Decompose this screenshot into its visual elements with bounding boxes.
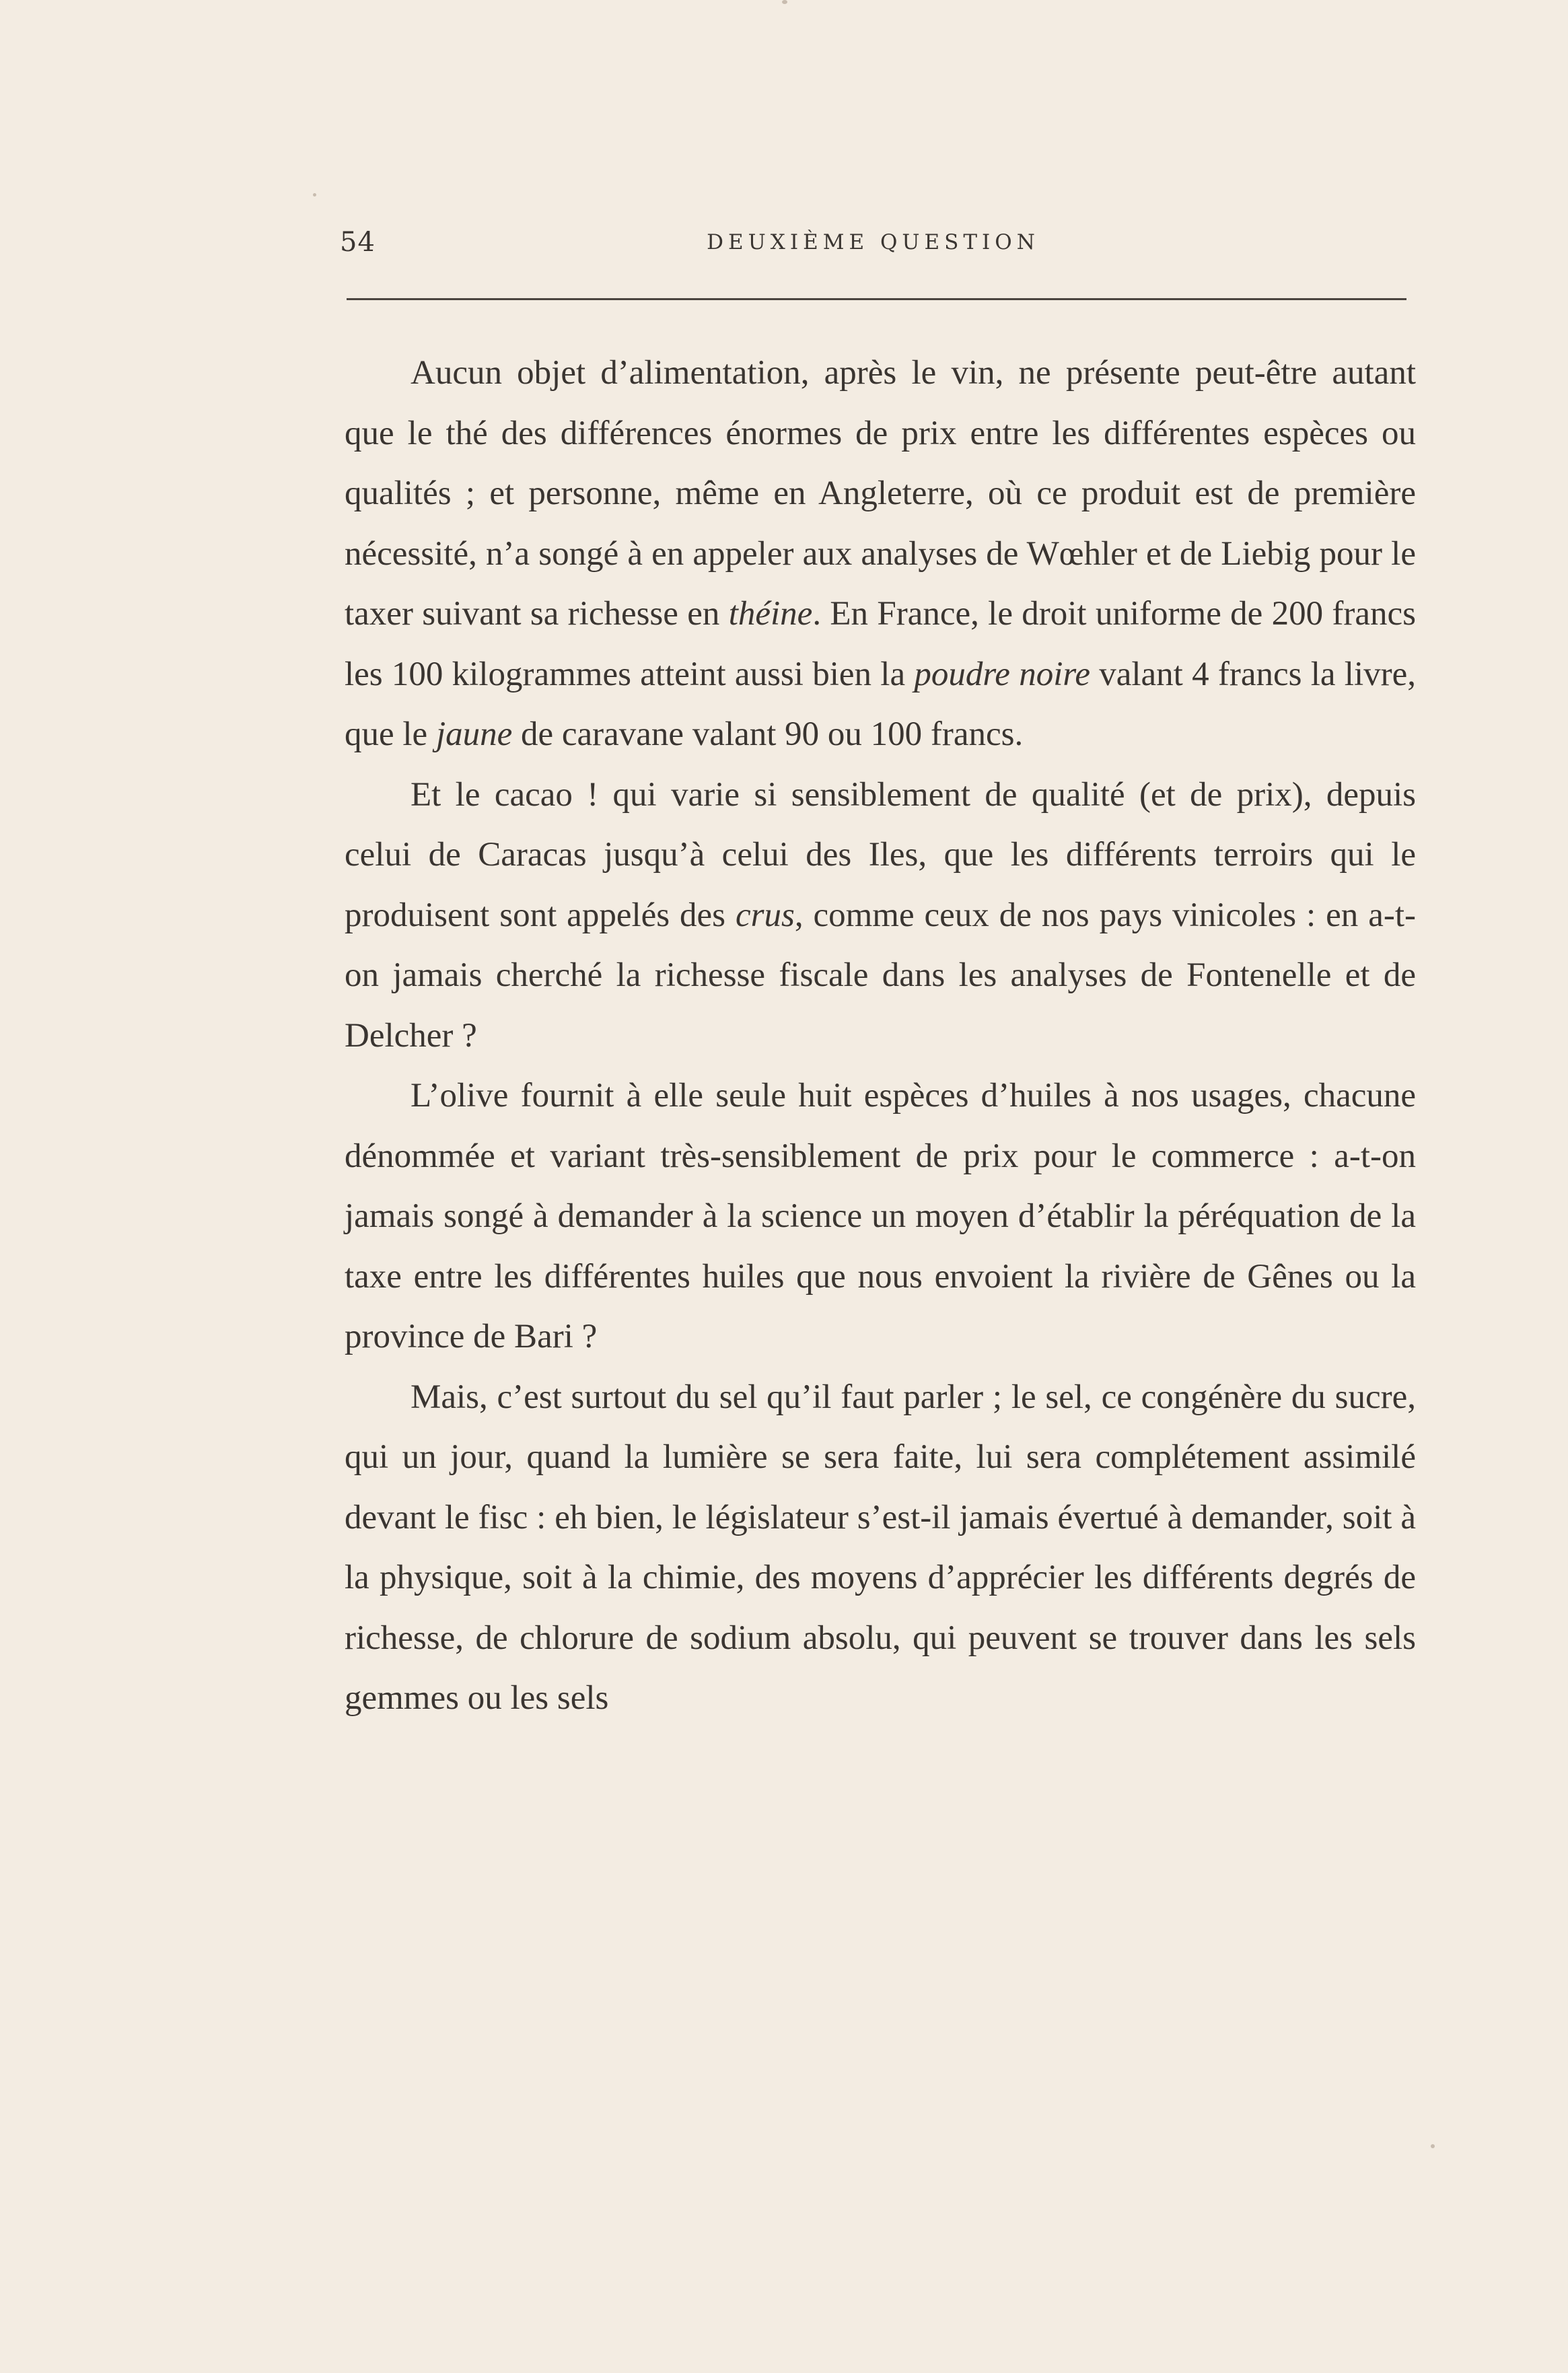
text-run: Et le cacao ! qui varie si sensiblement de qualité (et de prix), depuis celui de Caracas jusqu’à celui des Iles, que les différents terroirs qui le produisent sont appelés des: [345, 775, 1416, 934]
ink-speck: [313, 193, 316, 197]
ink-speck: [782, 0, 787, 4]
text-run: , comme ceux de nos pays vinicoles : en a-t-on jamais cherché la richesse fiscale dans les analyses de Fontenelle et de Delcher ?: [345, 896, 1417, 1055]
text-run: . En France, le droit uniforme de 200 francs les 100 kilogrammes atteint aussi bien la: [345, 595, 1417, 693]
italic-term-poudre-noire: poudre noire: [914, 655, 1090, 693]
text-run: de caravane valant 90 ou 100 francs.: [512, 715, 1024, 753]
italic-term-theine: théine: [728, 595, 813, 633]
ink-speck: [1431, 2144, 1435, 2148]
page-header: [340, 222, 1406, 262]
paragraph-tea: [345, 343, 1416, 765]
text-run: L’olive fournit à elle seule huit espèces d’huiles à nos usages, chacune dénommée et variant très-sensiblement de prix pour le commerce : a-t-on jamais songé à demander à la science un moyen d’établir la péréquation de la taxe entre les différentes huiles que nous envoient la rivière de Gênes ou la province de Bari ?: [345, 1077, 1416, 1355]
text-run: Mais, c’est surtout du sel qu’il faut parler ; le sel, ce congénère du sucre, qui un jour, quand la lumière se sera faite, lui sera complétement assimilé devant le fisc : eh bien, le législateur s’est-il jamais évertué à demander, soit à la physique, soit à la chimie, des moyens d’apprécier les différents degrés de richesse, de chlorure de sodium absolu, qui peuvent se trouver dans les sels gemmes ou les sels: [345, 1378, 1416, 1717]
italic-term-jaune: jaune: [435, 715, 513, 753]
text-run: valant 4 francs la livre, que le: [345, 655, 1416, 753]
italic-term-crus: crus: [735, 896, 795, 934]
paragraph-olive: [345, 1066, 1416, 1368]
body-text: [345, 343, 1416, 1729]
paragraph-cacao: [345, 765, 1416, 1067]
page-number: 54: [340, 227, 376, 258]
text-run: Aucun objet d’alimentation, après le vin, ne présente peut-être autant que le thé des différences énormes de prix entre les différentes espèces ou qualités ; et personne, même en Angleterre, où ce produit est de première nécessité, n’a songé à en appeler aux analyses de Wœhler et de Liebig pour le taxer suivant sa richesse en: [345, 354, 1416, 633]
running-title: DEUXIÈME QUESTION: [707, 230, 1040, 254]
paragraph-sel: [345, 1368, 1416, 1729]
header-rule: [347, 298, 1406, 300]
